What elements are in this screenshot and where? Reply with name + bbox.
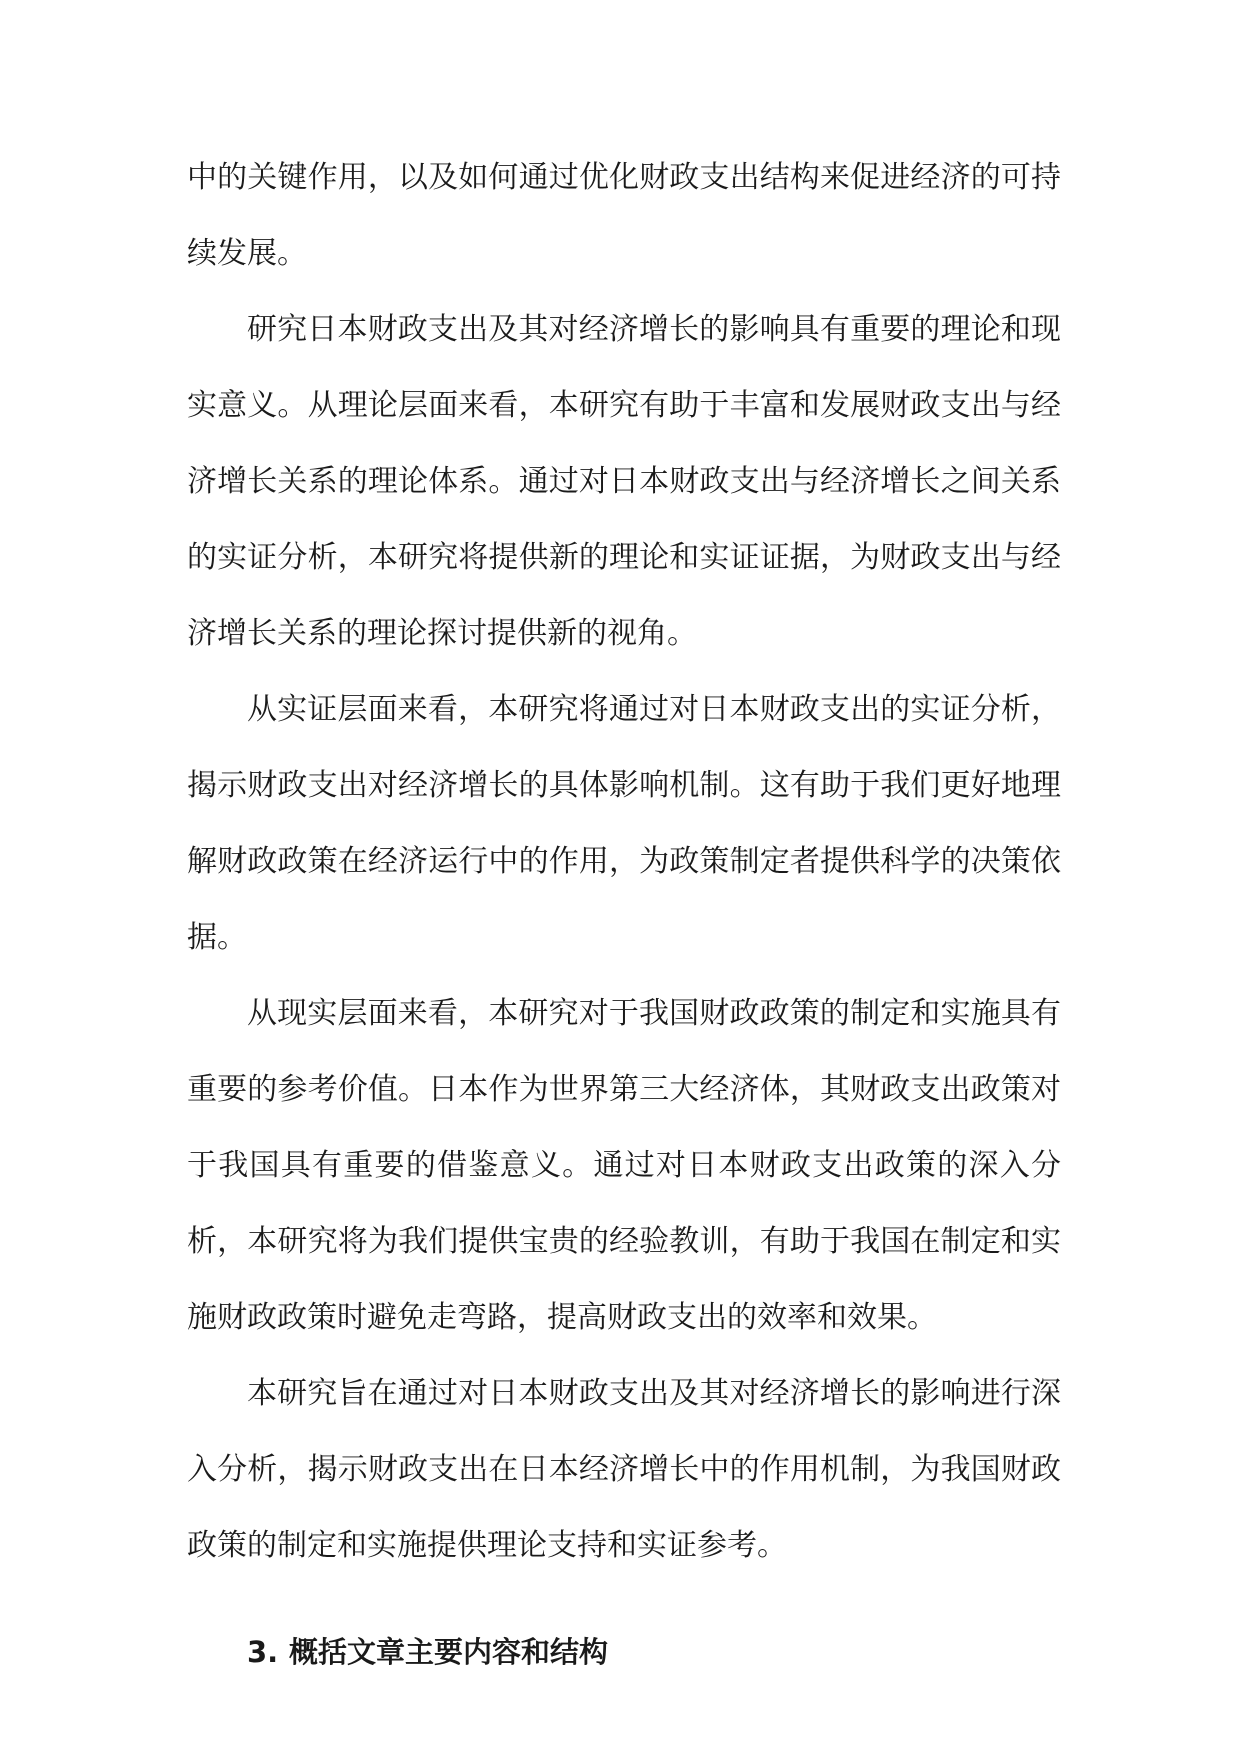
paragraph-significance: 研究日本财政支出及其对经济增长的影响具有重要的理论和现实意义。从理论层面来看，本研究有助于丰富和发展财政支出与经济增长关系的理论体系。通过对日本财政支出与经济增长之间关系的实证分析，本研究将提供新的理论和实证证据，为财政支出与经济增长关系的理论探讨提供新的视角。 (187, 312, 1061, 651)
paragraph-continuation: 中的关键作用，以及如何通过优化财政支出结构来促进经济的可持续发展。 (187, 160, 1061, 271)
section-heading (247, 1632, 1061, 1672)
paragraph-empirical: 从实证层面来看，本研究将通过对日本财政支出的实证分析，揭示财政支出对经济增长的具体影响机制。这有助于我们更好地理解财政政策在经济运行中的作用，为政策制定者提供科学的决策依据。 (187, 692, 1061, 955)
document-page (187, 140, 1061, 1672)
paragraph-practical: 从现实层面来看，本研究对于我国财政政策的制定和实施具有重要的参考价值。日本作为世界第三大经济体，其财政支出政策对于我国具有重要的借鉴意义。通过对日本财政支出政策的深入分析，本研究将为我们提供宝贵的经验教训，有助于我国在制定和实施财政政策时避免走弯路，提高财政支出的效率和效果。 (187, 996, 1061, 1335)
section-title: 概括文章主要内容和结构 (289, 1635, 609, 1669)
section-number: 3. (247, 1635, 279, 1669)
paragraph-aim: 本研究旨在通过对日本财政支出及其对经济增长的影响进行深入分析，揭示财政支出在日本经济增长中的作用机制，为我国财政政策的制定和实施提供理论支持和实证参考。 (187, 1376, 1061, 1563)
